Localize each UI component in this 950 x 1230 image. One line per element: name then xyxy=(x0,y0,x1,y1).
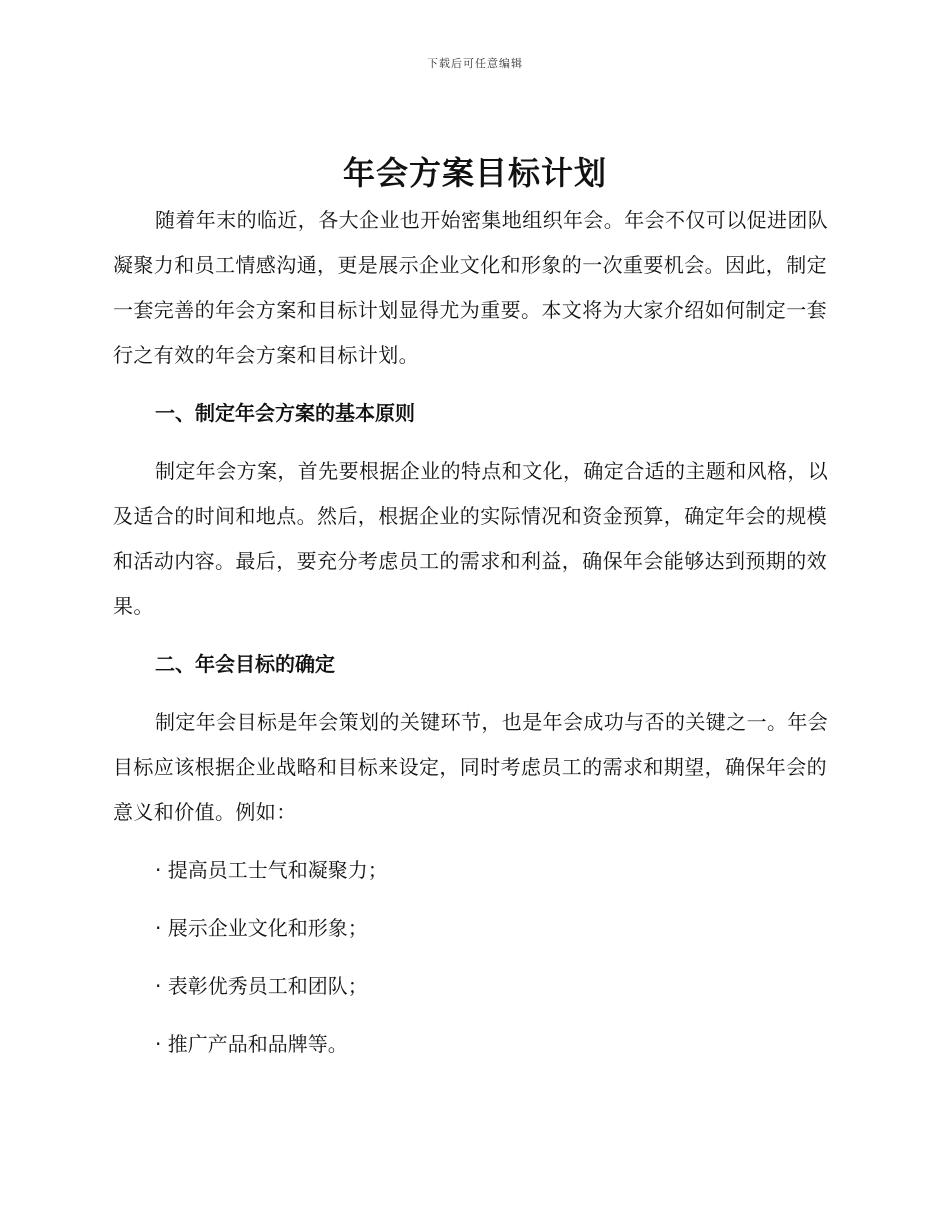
list-item: · 提高员工士气和凝聚力； xyxy=(155,858,388,882)
document-title: 年会方案目标计划 xyxy=(342,154,607,192)
section-2-paragraph: 制定年会目标是年会策划的关键环节，也是年会成功与否的关键之一。年会目标应该根据企业战略和目标来设定，同时考虑员工的需求和期望，确保年会的意义和价值。例如： xyxy=(113,710,829,824)
intro-paragraph: 随着年末的临近，各大企业也开始密集地组织年会。年会不仅可以促进团队凝聚力和员工情感沟通，更是展示企业文化和形象的一次重要机会。因此，制定一套完善的年会方案和目标计划显得尤为重要。本文将为大家介绍如何制定一套行之有效的年会方案和目标计划。 xyxy=(113,208,829,367)
list-item: · 展示企业文化和形象； xyxy=(155,916,368,940)
section-2-heading: 二、年会目标的确定 xyxy=(155,652,335,676)
section-1-heading: 一、制定年会方案的基本原则 xyxy=(155,401,415,425)
section-1-paragraph: 制定年会方案，首先要根据企业的特点和文化，确定合适的主题和风格，以及适合的时间和地点。然后，根据企业的实际情况和资金预算，确定年会的规模和活动内容。最后，要充分考虑员工的需求和利益，确保年会能够达到预期的效果。 xyxy=(113,459,829,618)
document-body xyxy=(113,198,833,1080)
header-note: 下载后可任意编辑 xyxy=(427,57,523,70)
list-item: · 推广产品和品牌等。 xyxy=(155,1032,348,1056)
list-item: · 表彰优秀员工和团队； xyxy=(155,974,368,998)
